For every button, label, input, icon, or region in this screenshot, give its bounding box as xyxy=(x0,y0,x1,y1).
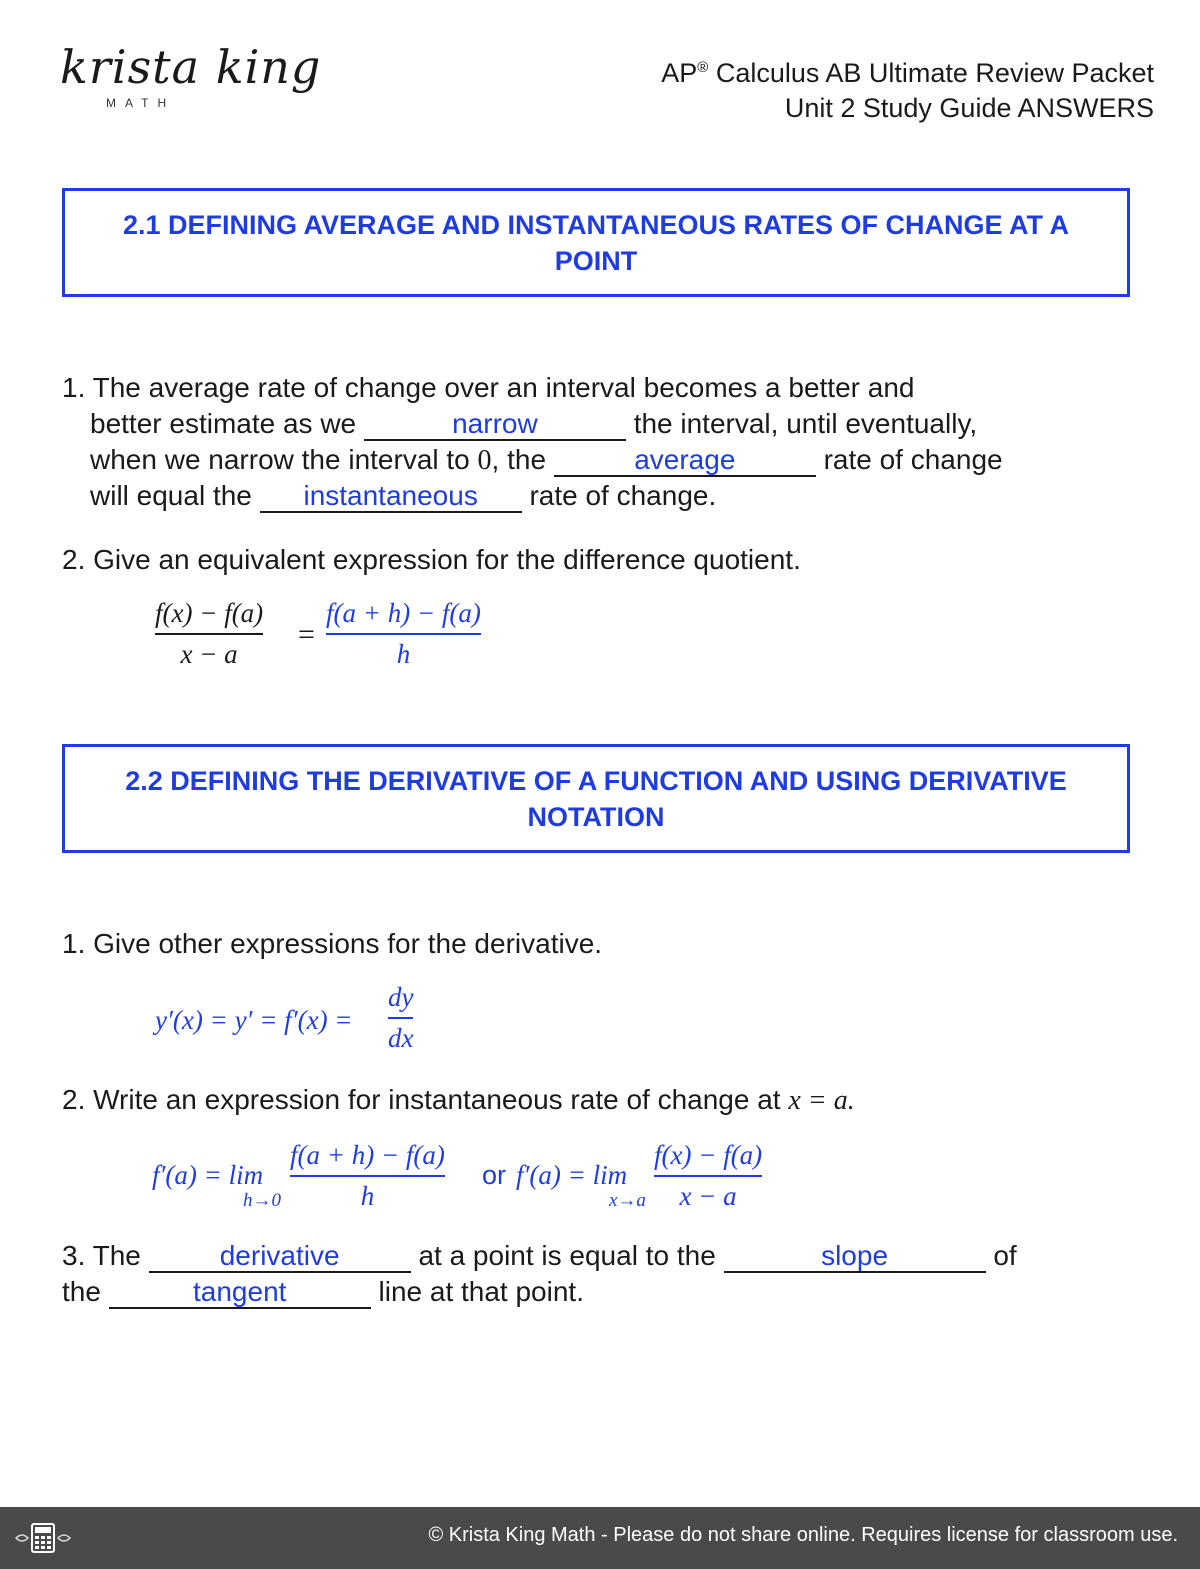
calculator-icon xyxy=(14,1521,72,1555)
leibniz-fraction xyxy=(388,982,413,1054)
section-heading-2-1 xyxy=(62,188,1130,297)
fraction-bar xyxy=(654,1175,762,1177)
fraction-bar xyxy=(388,1017,413,1019)
text: , the xyxy=(491,444,547,475)
difference-quotient-rhs xyxy=(326,598,481,670)
text: the interval, until eventually, xyxy=(633,408,978,439)
text: of xyxy=(993,1240,1017,1271)
answer-blank-tangent: tangent xyxy=(109,1277,371,1309)
copyright-notice: © Krista King Math - Please do not share online. Requires license for classroom use. xyxy=(428,1524,1178,1546)
equals-sign: = xyxy=(298,618,315,651)
answer-blank-instantaneous: instantaneous xyxy=(260,481,522,513)
fraction-bar xyxy=(326,633,481,635)
text: line at that point. xyxy=(378,1276,584,1307)
fraction-denominator: x − a xyxy=(180,639,238,669)
fraction-denominator: x − a xyxy=(679,1181,737,1211)
limit-def-1-lhs: f′(a) = lim xyxy=(152,1160,264,1190)
question-2-1-1-line4 xyxy=(90,478,716,514)
limit-def-1-fraction xyxy=(290,1140,445,1212)
text: 3. The xyxy=(62,1240,141,1271)
registered-mark: ® xyxy=(697,59,709,76)
section-heading-2-2 xyxy=(62,744,1130,853)
derivative-notations: y′(x) = y′ = f′(x) = xyxy=(155,1005,353,1035)
limit-def-1-subscript: h→0 xyxy=(243,1190,281,1211)
answer-blank-narrow: narrow xyxy=(364,409,626,441)
answer-blank-slope: slope xyxy=(724,1241,986,1273)
difference-quotient-lhs xyxy=(155,598,263,670)
title-rest: Calculus AB Ultimate Review Packet xyxy=(708,58,1154,88)
fraction-denominator: h xyxy=(360,1181,375,1211)
question-2-2-3-line2 xyxy=(62,1274,584,1310)
fraction-bar xyxy=(290,1175,445,1177)
zero: 0 xyxy=(477,445,492,476)
section-title: 2.1 DEFINING AVERAGE AND INSTANTANEOUS RATES OF CHANGE AT A POINT xyxy=(122,209,1070,276)
question-2-1-2: 2. Give an equivalent expression for the difference quotient. xyxy=(62,544,801,575)
text: the xyxy=(62,1276,101,1307)
text: when we narrow the interval to xyxy=(90,444,470,475)
fraction-numerator: dy xyxy=(388,982,414,1012)
or-word: or xyxy=(482,1160,507,1190)
fraction-numerator: f(x) − f(a) xyxy=(654,1140,763,1170)
fraction-denominator: dx xyxy=(388,1023,414,1053)
fraction-numerator: f(a + h) − f(a) xyxy=(290,1140,445,1170)
document-subtitle: Unit 2 Study Guide ANSWERS xyxy=(784,93,1154,123)
fraction-bar xyxy=(155,633,263,635)
fraction-numerator: f(a + h) − f(a) xyxy=(326,598,481,628)
text: rate of change xyxy=(823,444,1003,475)
limit-def-2-subscript: x→a xyxy=(609,1190,646,1211)
question-2-1-1-line2 xyxy=(90,406,977,442)
text: better estimate as we xyxy=(90,408,357,439)
fraction-denominator: h xyxy=(396,639,411,669)
logo-subtitle: MATH xyxy=(106,96,176,110)
answer-blank-average: average xyxy=(554,445,816,477)
logo-wordmark: krista king xyxy=(60,40,322,94)
text: 2. Write an expression for instantaneous rate of change at xyxy=(62,1084,781,1115)
question-2-2-3-line1 xyxy=(62,1238,1017,1274)
document-title xyxy=(661,50,1154,126)
question-2-2-2 xyxy=(62,1082,855,1119)
question-2-2-1: 1. Give other expressions for the derivative. xyxy=(62,928,603,959)
question-2-1-1-line1: 1. The average rate of change over an interval becomes a better and xyxy=(62,372,915,403)
fraction-numerator: f(x) − f(a) xyxy=(155,598,264,628)
title-ap: AP xyxy=(661,58,698,88)
answer-blank-derivative: derivative xyxy=(149,1241,411,1273)
condition: x = a. xyxy=(788,1085,855,1116)
limit-def-2-fraction xyxy=(654,1140,762,1212)
text: rate of change. xyxy=(529,480,717,511)
question-2-1-1-line3 xyxy=(90,442,1003,479)
text: will equal the xyxy=(90,480,252,511)
text: at a point is equal to the xyxy=(418,1240,716,1271)
limit-def-2-lhs: f′(a) = lim xyxy=(516,1160,628,1190)
section-title: 2.2 DEFINING THE DERIVATIVE OF A FUNCTION AND USING DERIVATIVE NOTATION xyxy=(125,765,1067,832)
